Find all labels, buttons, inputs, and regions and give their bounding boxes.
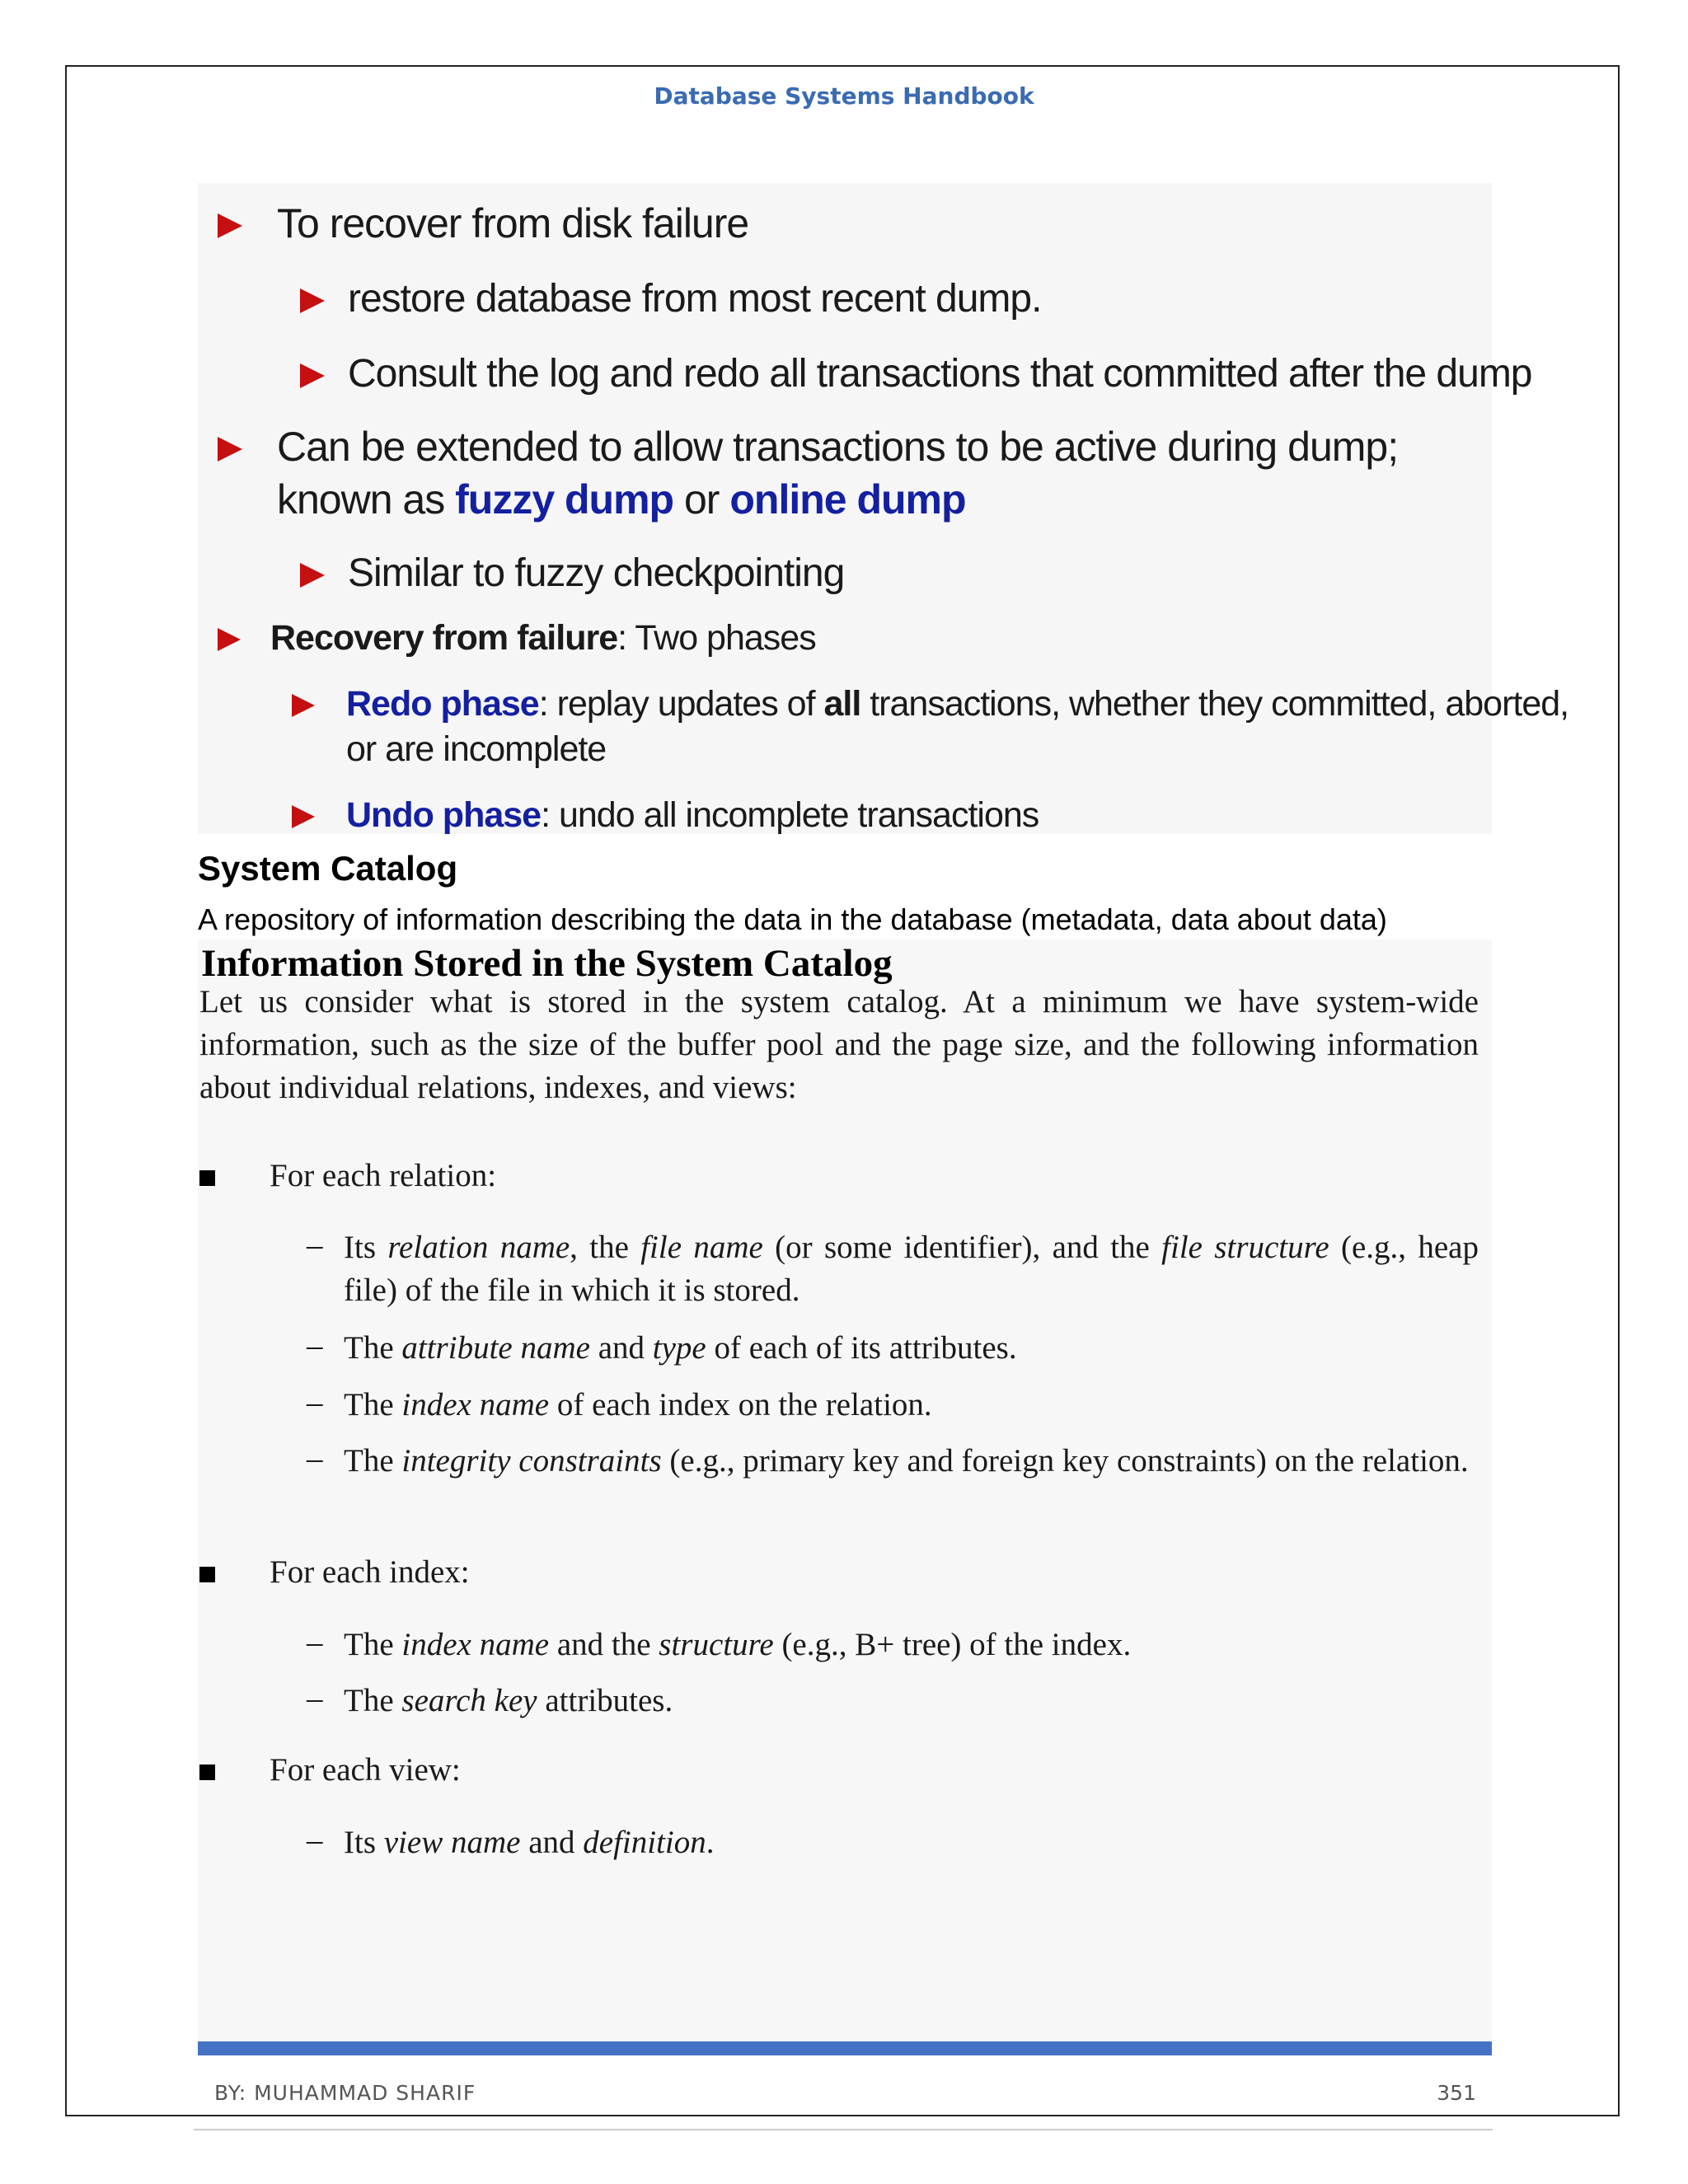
slide-bold: all [823, 684, 861, 724]
slide-emphasis: online dump [729, 476, 966, 523]
section-description: A repository of information describing the data in the database (metadata, data about data) [198, 902, 1387, 936]
text: The [344, 1387, 402, 1422]
text: and the [549, 1627, 659, 1662]
text: (e.g., B+ tree) of the index. [773, 1627, 1132, 1662]
bullet-triangle-icon [218, 628, 241, 651]
italic-term: structure [659, 1627, 774, 1662]
dash-bullet: – [307, 1680, 323, 1716]
italic-term: definition [583, 1825, 706, 1860]
bottom-rule [194, 2129, 1493, 2130]
slide-emphasis: Undo phase [346, 795, 542, 835]
bullet-index: For each index: [270, 1554, 470, 1590]
book-paragraph: Let us consider what is stored in the system catalog. At a minimum we have system-wide information, such as the size of the buffer pool and the page size, and the following information about individual relations, indexes, and views: [199, 984, 1479, 1105]
slide-text: : replay updates of [538, 684, 824, 724]
text: attributes. [537, 1683, 673, 1718]
index-item [344, 1624, 1479, 1666]
italic-term: attribute name [401, 1330, 590, 1366]
dash-bullet: – [307, 1385, 323, 1420]
text: of each of its attributes. [706, 1330, 1017, 1366]
italic-term: type [652, 1330, 706, 1366]
text: Its [344, 1230, 388, 1265]
square-bullet-icon [199, 1170, 215, 1186]
text: (e.g., primary key and foreign key constraints) on the relation. [661, 1443, 1469, 1479]
italic-term: integrity constraints [401, 1443, 662, 1479]
text: and [520, 1825, 584, 1860]
slide-bullet [346, 795, 1039, 836]
slide-text: transactions, whether they committed, aborted, [860, 684, 1569, 724]
section-title: System Catalog [198, 849, 458, 888]
slide-emphasis: Redo phase [346, 684, 539, 724]
dash-bullet: – [307, 1227, 323, 1263]
text: , the [570, 1230, 641, 1265]
bullet-relation: For each relation: [270, 1158, 497, 1193]
slide-bullet: restore database from most recent dump. [348, 277, 1042, 321]
slide-bullet [270, 618, 816, 658]
slide-bullet-cont: or are incomplete [346, 729, 607, 769]
bullet-triangle-icon [292, 805, 315, 828]
relation-item [344, 1226, 1479, 1312]
bullet-triangle-icon [300, 563, 325, 588]
footer-bar [198, 2041, 1492, 2055]
slide-bullet: Consult the log and redo all transactions that committed after the dump [348, 352, 1532, 396]
text: of each index on the relation. [549, 1387, 932, 1422]
italic-term: search key [401, 1683, 537, 1718]
text: (or some identifier), and the [762, 1230, 1162, 1265]
italic-term: relation name [387, 1230, 570, 1265]
slide-bold: Recovery from failure [270, 618, 618, 658]
italic-term: index name [401, 1627, 550, 1662]
dash-bullet: – [307, 1624, 323, 1660]
slide-text: : Two phases [617, 618, 816, 658]
header-title: Database Systems Handbook [654, 82, 1034, 110]
relation-item [344, 1440, 1479, 1483]
text: and [589, 1330, 653, 1366]
index-item [344, 1680, 1479, 1722]
slide-bullet: Similar to fuzzy checkpointing [348, 551, 845, 595]
text: The [344, 1443, 402, 1479]
text: (e.g., heap file) of the file in which it is stored. [344, 1230, 1479, 1308]
relation-item [344, 1384, 1479, 1427]
text: Its [344, 1825, 384, 1860]
dash-bullet: – [307, 1441, 323, 1476]
text: The [344, 1330, 402, 1366]
text: . [706, 1825, 715, 1860]
dash-bullet: – [307, 1822, 323, 1858]
book-heading: Information Stored in the System Catalog [201, 942, 893, 985]
square-bullet-icon [199, 1765, 215, 1780]
text: The [344, 1683, 402, 1718]
dash-bullet: – [307, 1328, 323, 1363]
italic-term: file name [640, 1230, 763, 1265]
text: The [344, 1627, 402, 1662]
italic-term: view name [383, 1825, 521, 1860]
relation-item [344, 1327, 1479, 1370]
slide-text: known as [277, 476, 456, 523]
page-number: 351 [1437, 2081, 1476, 2105]
bullet-triangle-icon [300, 363, 325, 388]
slide-bullet-cont [277, 476, 966, 523]
bullet-triangle-icon [292, 694, 315, 717]
view-item [344, 1821, 1479, 1864]
square-bullet-icon [199, 1567, 215, 1582]
bullet-triangle-icon [218, 213, 242, 238]
slide-bullet: To recover from disk failure [277, 200, 749, 246]
slide-emphasis: fuzzy dump [455, 476, 674, 523]
slide-text: or [673, 476, 730, 523]
slide-bullet [346, 684, 1568, 724]
italic-term: index name [401, 1387, 550, 1422]
bullet-triangle-icon [300, 288, 325, 313]
italic-term: file structure [1161, 1230, 1329, 1265]
slide-bullet: Can be extended to allow transactions to be active during dump; [277, 424, 1399, 470]
bullet-triangle-icon [218, 437, 242, 462]
bullet-view: For each view: [270, 1752, 461, 1788]
slide-text: : undo all incomplete transactions [541, 795, 1039, 835]
footer-author: BY: MUHAMMAD SHARIF [214, 2081, 476, 2105]
